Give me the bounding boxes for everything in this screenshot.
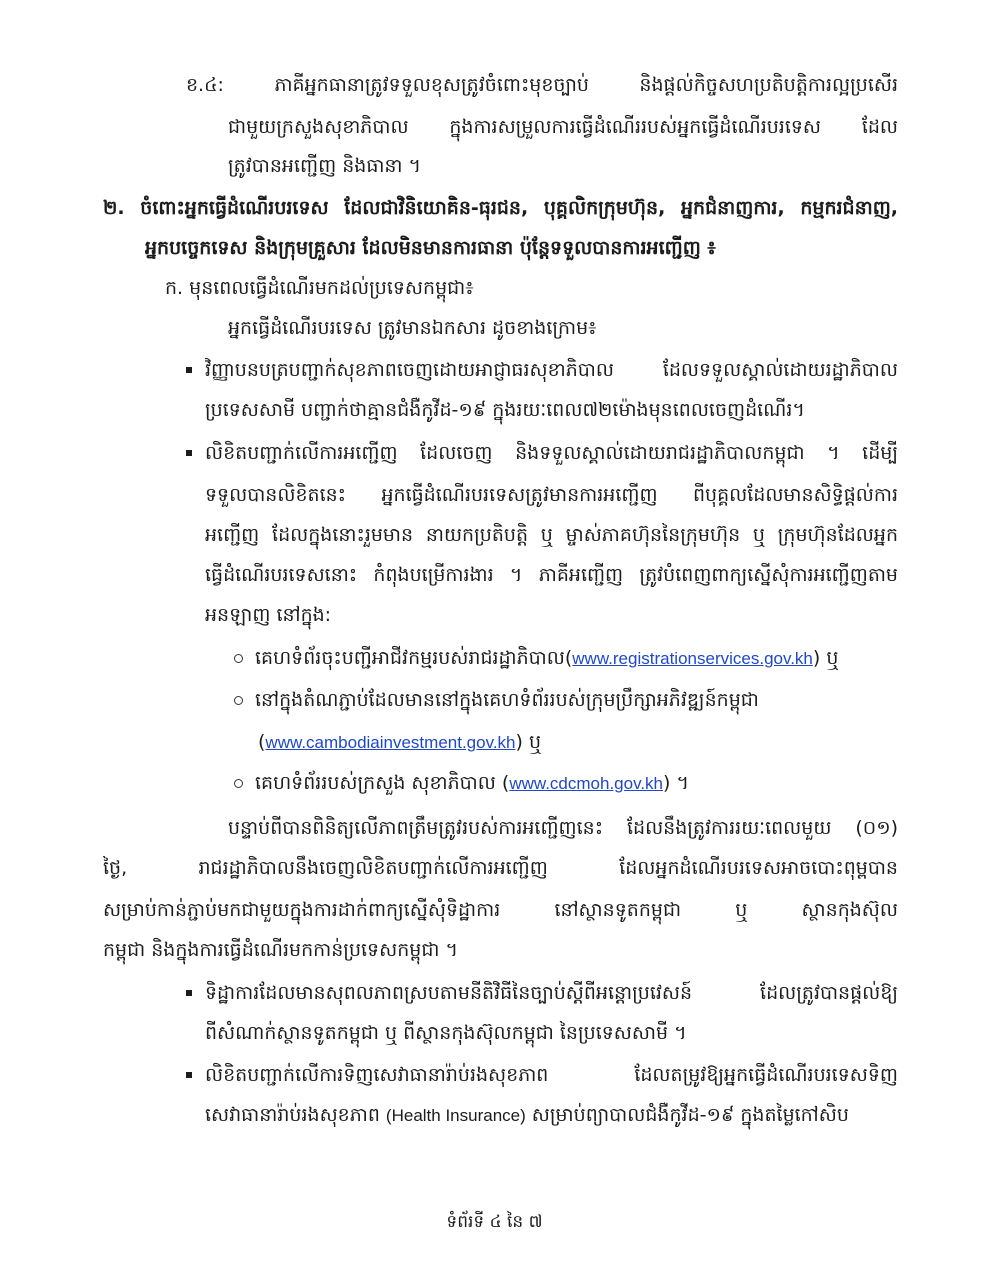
- paragraph-line-1: បន្ទាប់ពីបានពិនិត្យលើភាពត្រឹមត្រូវរបស់ការអញ្ជើញនេះ ដែលនឹងត្រូវការរយៈពេលមួយ (០១): [228, 817, 898, 839]
- sub-bullet-1: [255, 638, 898, 678]
- bullet-square-icon: [186, 990, 192, 996]
- section-2-heading-line-1: ២. ចំពោះអ្នកធ្វើដំណើរបរទេស ដែលជាវិនិយោគិន-ធុរជន, បុគ្គលិកក្រុមហ៊ុន, អ្នកជំនាញការ, កម្មករជំនាញ,: [103, 197, 898, 219]
- paragraph-line-4: កម្ពុជា និងក្នុងការធ្វើដំណើរមកកាន់ប្រទេសកម្ពុជា ។: [103, 939, 458, 961]
- bullet-square-icon: [186, 367, 192, 373]
- paragraph-line-2: ថ្ងៃ, រាជរដ្ឋាភិបាលនឹងចេញលិខិតបញ្ជាក់លើការអញ្ជើញ ដែលអ្នកដំណើរបរទេសអាចបោះពុម្ពបាន: [103, 857, 898, 879]
- circle-bullet-icon: [234, 654, 243, 663]
- bullet-square-icon: [186, 1072, 192, 1078]
- bullet-4-line-1: លិខិតបញ្ជាក់លើការទិញសេវាធានារ៉ាប់រងសុខភាព ដែលតម្រូវឱ្យអ្នកធ្វើដំណើរបរទេសទិញ: [205, 1064, 898, 1086]
- bullet-1-line-1: វិញ្ញាបនបត្របញ្ជាក់សុខភាពចេញដោយអាជ្ញាធរសុខាភិបាល ដែលទទួលស្គាល់ដោយរដ្ឋាភិបាល: [205, 359, 898, 381]
- sub-bullet-1-suffix: ) ឬ: [812, 647, 839, 669]
- bullet-2-line-1: លិខិតបញ្ជាក់លើការអញ្ជើញ ដែលចេញ និងទទួលស្គាល់ដោយរាជរដ្ឋាភិបាលកម្ពុជា ។ ដើម្បី: [205, 442, 898, 464]
- sub-bullet-3-text: គេហទំព័ររបស់ក្រសួង សុខាភិបាល (: [255, 772, 510, 794]
- bullet-3-line-2: ពីសំណាក់ស្ថានទូតកម្ពុជា ឬ ពីស្ថានកុងស៊ុលកម្ពុជា នៃប្រទេសសាមី ។: [205, 1022, 687, 1044]
- section-2-heading-line-2: អ្នកបច្ចេកទេស និងក្រុមគ្រួសារ ដែលមិនមានការធានា ប៉ុន្តែទទួលបានការអញ្ជើញ ៖: [145, 237, 716, 259]
- circle-bullet-icon: [234, 779, 243, 788]
- bullet-4-line-2-prefix: សេវាធានារ៉ាប់រងសុខភាព: [205, 1104, 386, 1126]
- bullet-3-line-1: ទិដ្ឋាការដែលមានសុពលភាពស្របតាមនីតិវិធីនៃច្បាប់ស្តីពីអន្តោប្រវេសន៍ ដែលត្រូវបានផ្តល់ឱ្យ: [205, 982, 898, 1004]
- paragraph-line-3: សម្រាប់កាន់ភ្ជាប់មកជាមួយក្នុងការដាក់ពាក្យស្នើសុំទិដ្ឋាការ នៅស្ថានទូតកម្ពុជា ឬ ស្ថានកុងស៊ុល: [103, 899, 898, 921]
- bullet-1-line-2: ប្រទេសសាមី បញ្ជាក់ថាគ្មានជំងឺកូវីដ-១៩ ក្នុងរយៈពេល៧២ម៉ោងមុនពេលចេញដំណើរ។: [205, 399, 805, 421]
- bullet-2-line-4: ធ្វើដំណើរបរទេសនោះ កំពុងបម្រើការងារ ។ ភាគីអញ្ជើញ ត្រូវបំពេញពាក្យស្នើសុំការអញ្ជើញតាម: [205, 564, 898, 586]
- cdcmoh-link[interactable]: www.cdcmoh.gov.kh: [509, 774, 664, 793]
- sub-bullet-2-suffix: ) ឬ: [515, 731, 542, 753]
- health-insurance-term: (Health Insurance): [385, 1106, 526, 1125]
- registration-services-link[interactable]: www.registrationservices.gov.kh: [572, 649, 813, 668]
- section-b4-line-3: ត្រូវបានអញ្ជើញ និងធានា ។: [228, 155, 422, 177]
- section-b4-line-2: ជាមួយក្រសួងសុខាភិបាល ក្នុងការសម្រួលការធ្វើដំណើររបស់អ្នកធ្វើដំណើរបរទេស ដែល: [228, 116, 898, 138]
- subsection-a-intro: អ្នកធ្វើដំណើរបរទេស ត្រូវមានឯកសារ ដូចខាងក្រោម៖: [228, 317, 597, 339]
- sub-bullet-3-suffix: ) ។: [663, 772, 689, 794]
- cambodia-investment-link[interactable]: www.cambodiainvestment.gov.kh: [265, 733, 516, 752]
- bullet-2-line-3: អញ្ជើញ ដែលក្នុងនោះរួមមាន នាយកប្រតិបត្តិ ឬ ម្ចាស់ភាគហ៊ុននៃក្រុមហ៊ុន ឬ ក្រុមហ៊ុនដែលអ្នក: [205, 524, 898, 546]
- sub-bullet-1-text: គេហទំព័រចុះបញ្ជីអាជីវកម្មរបស់រាជរដ្ឋាភិបាល(: [255, 647, 573, 669]
- sub-bullet-2-prefix: (: [258, 731, 266, 753]
- bullet-square-icon: [186, 450, 192, 456]
- bullet-4-line-2: [205, 1095, 898, 1135]
- bullet-2-line-5: អនឡាញ នៅក្នុង:: [205, 604, 332, 626]
- page-number: ទំព័រទី ៤ នៃ ៧: [446, 1212, 543, 1232]
- sub-bullet-2-line-2: [258, 722, 898, 762]
- circle-bullet-icon: [234, 696, 243, 705]
- bullet-2-line-2: ទទួលបានលិខិតនេះ អ្នកធ្វើដំណើរបរទេសត្រូវមានការអញ្ជើញ ពីបុគ្គលដែលមានសិទ្ធិផ្តល់ការ: [205, 484, 898, 506]
- section-b4-line-1: ខ.៤: ភាគីអ្នកធានាត្រូវទទួលខុសត្រូវចំពោះមុខច្បាប់ និងផ្តល់កិច្ចសហប្រតិបត្តិការល្អប្រសើរ: [186, 74, 898, 96]
- sub-bullet-2-line-1: នៅក្នុងតំណភ្ជាប់ដែលមាននៅក្នុងគេហទំព័ររបស់ក្រុមប្រឹក្សាអភិវឌ្ឍន៍កម្ពុជា: [255, 689, 759, 711]
- subsection-a-title: ក. មុនពេលធ្វើដំណើរមកដល់ប្រទេសកម្ពុជា៖: [165, 277, 474, 299]
- sub-bullet-3: [255, 763, 898, 803]
- bullet-4-line-2-suffix: សម្រាប់ព្យាបាលជំងឺកូវីដ-១៩ ក្នុងតម្លៃកៅសិប: [525, 1104, 849, 1126]
